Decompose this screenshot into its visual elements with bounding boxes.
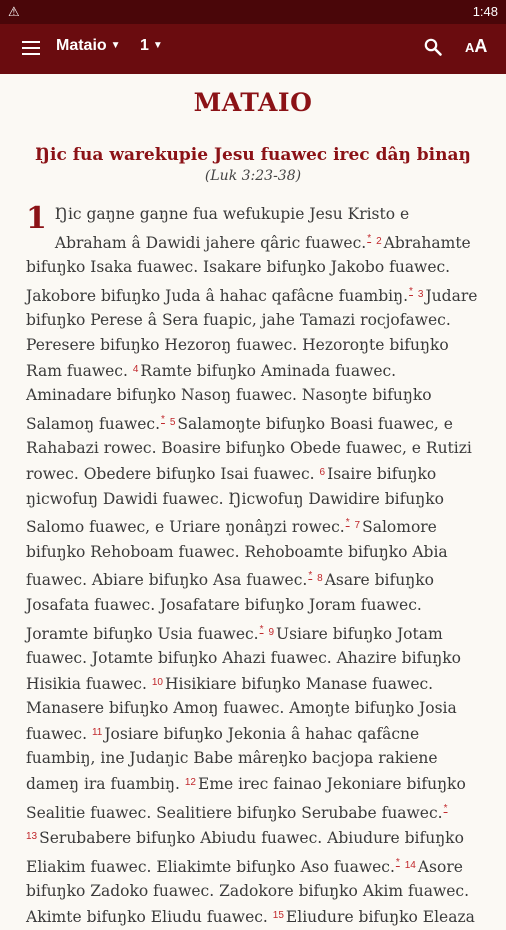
verse-number: 12 [184,777,196,789]
verse-number: 14 [404,859,416,871]
verse-text-span: Abrahamte bifuŋko Isaka fuawec. Isakare bifuŋko Jakobo fuawec. Jakobore bifuŋko Juda â hahac qafâcne fuambiŋ. [26,233,471,305]
verse-text-span: Hisikiare bifuŋko Manase fuawec. Manasere bifuŋko Amoŋ fuawec. Amoŋte bifuŋko Josia fuawec. [26,674,457,743]
sim-card-alert-icon: ⚠ [8,4,20,19]
verse[interactable] [55,205,409,252]
verse-text-span: Judare bifuŋko Perese â Sera fuapic, jahe Tamazi rocjofawec. Peresere bifuŋko Hezoroŋ fuawec. Hezoroŋte bifuŋko Ram fuawec. [26,286,478,380]
verse-text-span: Asore bifuŋko Zadoko fuawec. Zadokore bifuŋko Akim fuawec. Akimte bifuŋko Eliudu fuawec. [26,857,469,927]
status-time: 1:48 [472,4,498,19]
text-size-icon[interactable]: AA [465,36,488,56]
verse-number: 3 [417,288,424,300]
verse-text-span: Salamoŋte bifuŋko Boasi fuawec, e Rahabazi rowec. Boasire bifuŋko Obede fuawec, e Rutizi rowec. Obedere bifuŋko Isai fuawec. [26,414,472,483]
footnote-marker[interactable]: * [161,413,165,425]
verse-text [26,202,480,930]
verse-number: 6 [319,466,326,478]
book-name: Mataio [56,37,107,54]
verse-text-span: Ramte bifuŋko Aminada fuawec. Aminadare bifuŋko Nasoŋ fuawec. Nasoŋte bifuŋko Salamoŋ fuawec. [26,361,432,433]
chapter-drop-number: 1 [26,201,47,236]
verse-number: 2 [376,235,382,247]
footnote-marker[interactable]: * [367,232,372,244]
section-heading: Ŋic fua warekupie Jesu fuawec irec dâŋ binaŋ [35,145,471,165]
verse-number: 10 [151,676,163,688]
app-bar [0,24,506,74]
book-title: MATAIO [193,88,313,117]
status-bar [0,0,506,24]
parallel-reference[interactable]: (Luk 3:23-38) [204,168,302,184]
footnote-marker[interactable]: * [443,802,448,814]
chevron-down-icon: ▼ [152,40,163,51]
footnote-marker[interactable]: * [395,856,400,868]
menu-icon[interactable] [22,41,40,55]
chapter-selector[interactable] [140,37,163,55]
verse-text-span: Eliudure bifuŋko Eleaza [285,908,475,927]
verse[interactable] [26,829,464,876]
verse-number: 9 [268,626,275,638]
verse-text-span: Usiare bifuŋko Jotam fuawec. Jotamte bifuŋko Ahazi fuawec. Ahazire bifuŋko Hisikia fuawec. [26,624,461,693]
footnote-marker[interactable]: * [409,285,413,297]
book-selector[interactable] [56,37,121,55]
chevron-down-icon: ▼ [110,40,121,51]
search-icon[interactable] [424,38,442,56]
verse-text-span: Asare bifuŋko Josafata fuawec. Josafatare bifuŋko Joram fuawec. Joramte bifuŋko Usia fuawec. [26,571,434,643]
verse-number: 7 [354,520,361,532]
verse-number: 8 [317,573,323,585]
verse-number: 11 [91,726,103,738]
chapter-number-label: 1 [140,37,149,54]
verse-number: 15 [272,910,284,922]
verse-text-span: Salomore bifuŋko Rehoboam fuawec. Rehoboamte bifuŋko Abia fuawec. Abiare bifuŋko Asa fuawec. [26,518,448,590]
verse-text-span: Josiare bifuŋko Jekonia â hahac qafâcne fuambiŋ, ine Judaŋic Babe mâreŋko bacjopa rakiene dameŋ ira fuambiŋ. [26,724,438,794]
verse-text-span: Eme irec fainao Jekoniare bifuŋko Sealitie fuawec. Sealitiere bifuŋko Serubabe fuawec. [26,775,466,822]
verse[interactable] [273,908,475,926]
footnote-marker[interactable]: * [308,570,313,582]
footnote-marker[interactable]: * [259,623,264,635]
verse-text-span: Serubabere bifuŋko Abiudu fuawec. Abiudure bifuŋko Eliakim fuawec. Eliakimte bifuŋko Aso fuawec. [26,829,464,876]
verse-number: 5 [169,416,176,428]
footnote-marker[interactable]: * [345,517,350,529]
verse-number: 13 [26,831,38,843]
verse-text-span: Ŋic gaŋne gaŋne fua wefukupie Jesu Kristo e Abraham â Dawidi jahere qâric fuawec. [54,205,410,252]
verse-text-span: Isaire bifuŋko ŋicwofuŋ Dawidi fuawec. Ŋicwofuŋ Dawidire bifuŋko Salomo fuawec, e Uriare ŋonâŋzi rowec. [26,464,445,537]
verse-number: 4 [132,363,139,375]
reader-content [0,74,506,930]
